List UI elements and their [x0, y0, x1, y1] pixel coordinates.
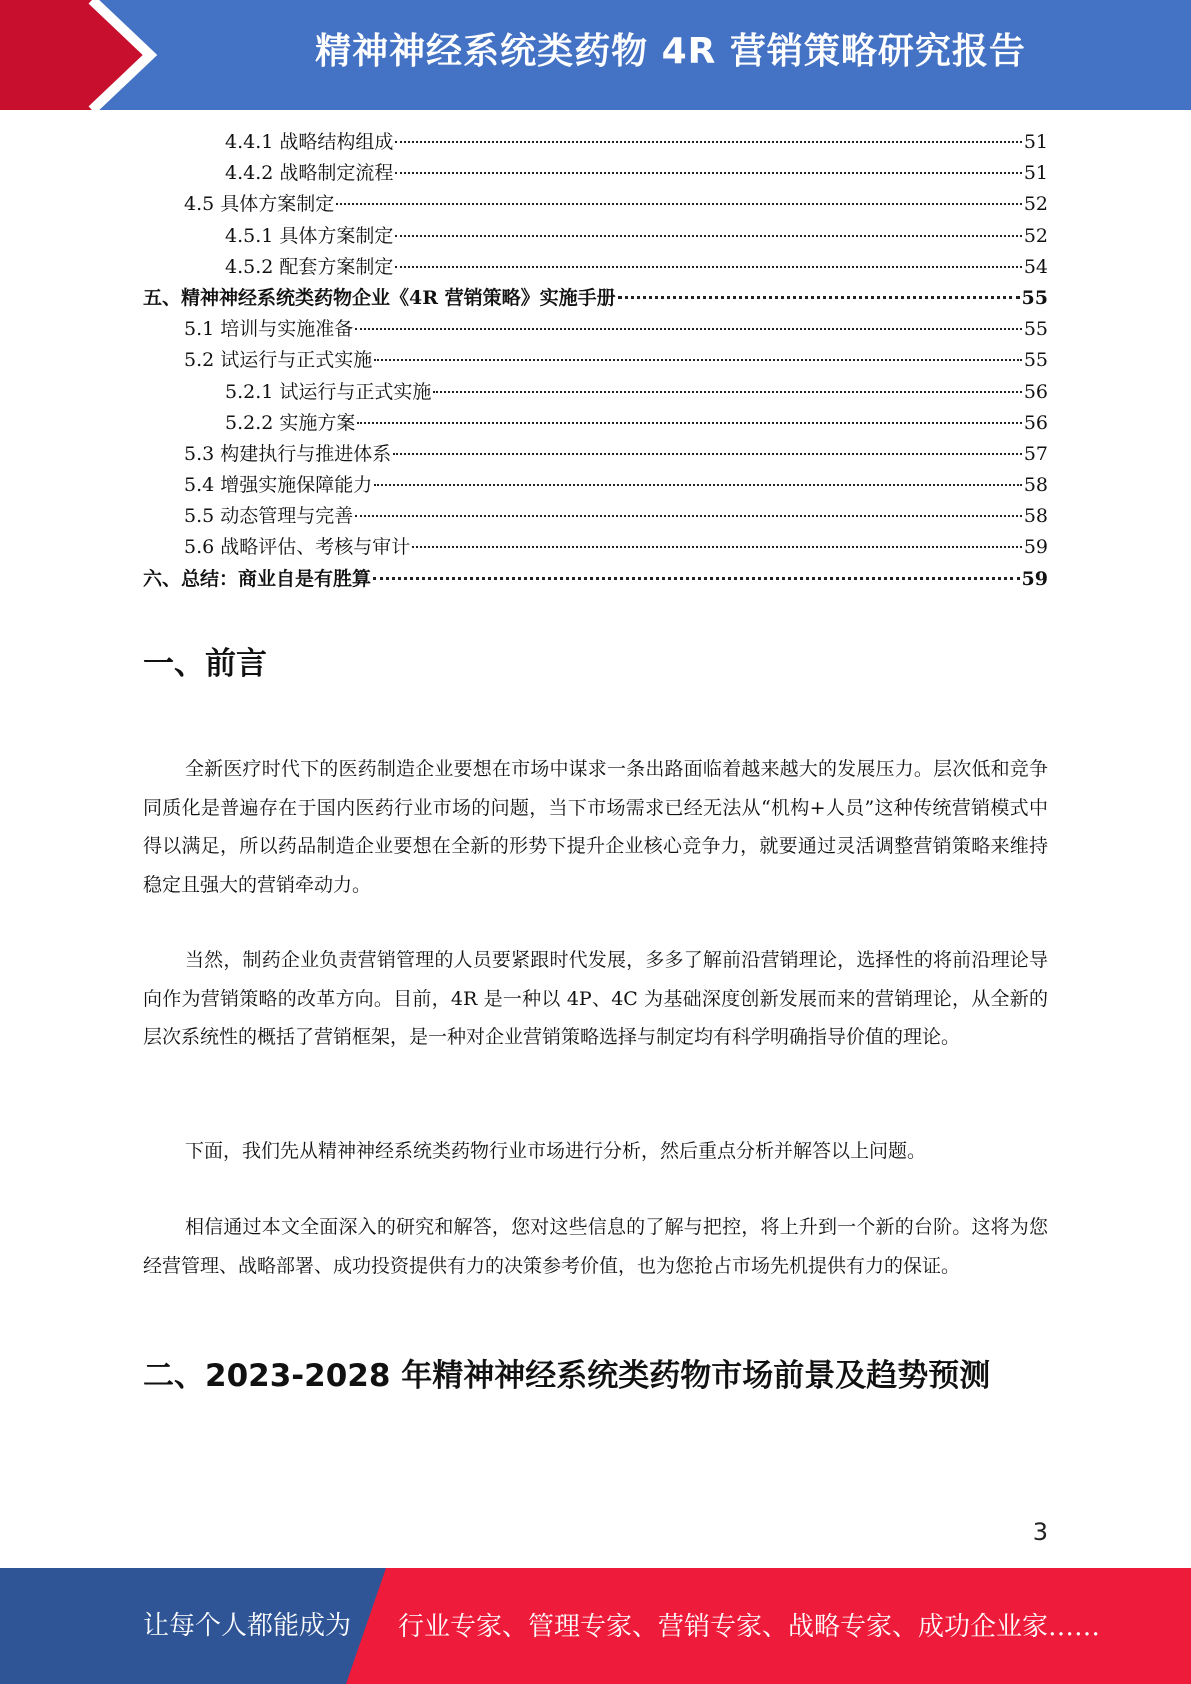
toc-dot-leader: [618, 295, 1020, 299]
toc-entry-label: 六、总结：商业自是有胜算: [143, 567, 372, 590]
toc-dot-leader: [357, 421, 1021, 424]
toc-entry[interactable]: [143, 252, 1048, 283]
toc-entry-label: 5.3 构建执行与推进体系: [184, 442, 392, 465]
toc-chapter-entry[interactable]: [143, 283, 1048, 314]
toc-entry-page: 54: [1023, 255, 1048, 278]
toc-entry-label: 5.4 增强实施保障能力: [184, 474, 373, 497]
body-paragraph: 相信通过本文全面深入的研究和解答，您对这些信息的了解与把控，将上升到一个新的台阶。这将为您经营管理、战略部署、成功投资提供有力的决策参考价值，也为您抢占市场先机提供有力的保证。: [143, 1216, 1048, 1277]
toc-entry[interactable]: [143, 345, 1048, 376]
toc-dot-leader: [412, 545, 1022, 548]
toc-entry-label: 5.5 动态管理与完善: [184, 505, 354, 528]
table-of-contents: [143, 127, 1048, 595]
toc-entry-label: 4.5.2 配套方案制定: [225, 255, 394, 278]
toc-entry[interactable]: [143, 158, 1048, 189]
toc-entry[interactable]: [143, 127, 1048, 158]
footer-slogan-left: 让每个人都能成为: [143, 1611, 352, 1641]
toc-dot-leader: [373, 576, 1020, 580]
toc-dot-leader: [355, 327, 1022, 330]
toc-entry-page: 57: [1023, 442, 1048, 465]
toc-entry-label: 4.5 具体方案制定: [184, 193, 335, 216]
toc-entry-page: 51: [1023, 131, 1048, 153]
body-paragraph: 当然，制药企业负责营销管理的人员要紧跟时代发展，多多了解前沿营销理论，选择性的将前沿理论导向作为营销策略的改革方向。目前，4R 是一种以 4P、4C 为基础深度创新发展而来的营销理论，从全新的层次系统性的概括了营销框架，是一种对企业营销策略选择与制定均有科学明确指导价值的理论。: [143, 949, 1048, 1048]
footer-banner: [0, 1568, 1191, 1684]
toc-entry-label: 4.4.1 战略结构组成: [225, 131, 394, 153]
toc-dot-leader: [374, 483, 1022, 486]
toc-dot-leader: [395, 234, 1021, 237]
toc-entry-page: 58: [1023, 505, 1048, 528]
toc-entry-page: 51: [1023, 162, 1048, 185]
page-number: 3: [1032, 1518, 1048, 1546]
toc-dot-leader: [395, 171, 1021, 174]
toc-entry-page: 52: [1023, 224, 1048, 247]
toc-dot-leader: [374, 358, 1022, 361]
toc-entry-page: 56: [1023, 380, 1048, 403]
toc-dot-leader: [395, 140, 1021, 143]
toc-entry[interactable]: [143, 501, 1048, 532]
toc-entry[interactable]: [143, 221, 1048, 252]
toc-entry-page: 58: [1023, 474, 1048, 497]
report-title: 精神神经系统类药物 4R 营销策略研究报告: [315, 31, 1026, 72]
toc-entry-page: 55: [1023, 318, 1048, 341]
red-chevron-decoration: [0, 0, 160, 110]
toc-dot-leader: [355, 514, 1022, 517]
toc-dot-leader: [393, 452, 1022, 455]
toc-entry[interactable]: [143, 439, 1048, 470]
toc-entry[interactable]: [143, 470, 1048, 501]
toc-entry[interactable]: [143, 532, 1048, 563]
toc-entry-page: 55: [1023, 349, 1048, 372]
toc-entry-label: 五、精神神经系统类药物企业《4R 营销策略》实施手册: [143, 286, 616, 309]
toc-entry-label: 5.2 试运行与正式实施: [184, 349, 373, 372]
section-heading-forecast: 二、2023-2028 年精神神经系统类药物市场前景及趋势预测: [143, 1358, 991, 1394]
toc-dot-leader: [433, 390, 1021, 393]
toc-entry-page: 55: [1021, 286, 1048, 309]
toc-entry-label: 5.6 战略评估、考核与审计: [184, 536, 411, 559]
toc-entry[interactable]: [143, 189, 1048, 220]
body-paragraph: 下面，我们先从精神神经系统类药物行业市场进行分析，然后重点分析并解答以上问题。: [185, 1140, 927, 1162]
toc-entry-label: 5.2.1 试运行与正式实施: [225, 380, 432, 403]
toc-entry-label: 4.4.2 战略制定流程: [225, 162, 394, 185]
toc-entry[interactable]: [143, 377, 1048, 408]
toc-entry-label: 5.2.2 实施方案: [225, 411, 356, 434]
toc-dot-leader: [395, 265, 1021, 268]
toc-chapter-entry[interactable]: [143, 564, 1048, 595]
section-heading-preface: 一、前言: [143, 646, 267, 682]
toc-entry-page: 56: [1023, 411, 1048, 434]
toc-entry-page: 52: [1023, 193, 1048, 216]
footer-slogan-right: 行业专家、管理专家、营销专家、战略专家、成功企业家……: [398, 1612, 1101, 1642]
header-banner: [0, 0, 1191, 110]
toc-entry-label: 5.1 培训与实施准备: [184, 318, 354, 341]
toc-entry-page: 59: [1023, 536, 1048, 559]
toc-dot-leader: [336, 202, 1022, 205]
toc-entry[interactable]: [143, 408, 1048, 439]
toc-entry-label: 4.5.1 具体方案制定: [225, 224, 394, 247]
body-paragraph: 全新医疗时代下的医药制造企业要想在市场中谋求一条出路面临着越来越大的发展压力。层次低和竞争同质化是普遍存在于国内医药行业市场的问题，当下市场需求已经无法从“机构+人员”这种传统营销模式中得以满足，所以药品制造企业要想在全新的形势下提升企业核心竞争力，就要通过灵活调整营销策略来维持稳定且强大的营销牵动力。: [143, 758, 1048, 896]
toc-entry-page: 59: [1021, 567, 1048, 590]
toc-entry[interactable]: [143, 314, 1048, 345]
